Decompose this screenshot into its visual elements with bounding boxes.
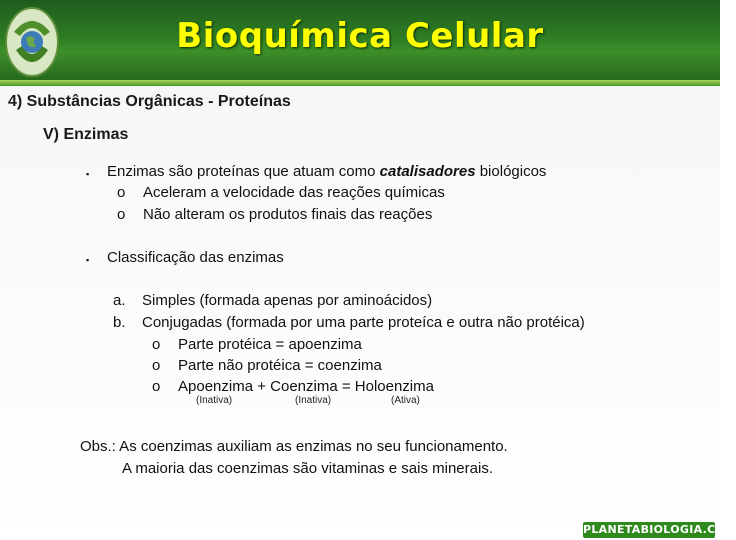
obs-line-2: A maioria das coenzimas são vitaminas e sais minerais. bbox=[122, 460, 493, 477]
list-marker-b: b. bbox=[113, 314, 126, 331]
item-apoenzyme: Parte protéica = apoenzima bbox=[178, 336, 362, 353]
list-marker-a: a. bbox=[113, 292, 126, 309]
classification-simple: Simples (formada apenas por aminoácidos) bbox=[142, 292, 433, 309]
obs-line-1: Obs.: As coenzimas auxiliam as enzimas no seu funcionamento. bbox=[80, 438, 508, 455]
emphasis-catalysts: catalisadores bbox=[379, 163, 476, 180]
sub-bullet-marker: o bbox=[117, 206, 126, 223]
bullet-text-end: biológicos bbox=[475, 163, 547, 180]
title-banner bbox=[0, 0, 720, 86]
note-holoenzyme-active: (Ativa) bbox=[391, 395, 420, 406]
subsection-heading: V) Enzimas bbox=[43, 126, 129, 143]
classification-conjugated: Conjugadas (formada por uma parte proteíca e outra não protéica) bbox=[142, 314, 585, 331]
bullet-enzymes-definition bbox=[107, 163, 546, 180]
sub-bullet-marker: o bbox=[152, 336, 161, 353]
sub-bullet-accelerate: Aceleram a velocidade das reações químicas bbox=[143, 184, 445, 201]
sub-bullet-marker: o bbox=[117, 184, 126, 201]
item-holoenzyme-equation: Apoenzima + Coenzima = Holoenzima bbox=[178, 378, 434, 395]
bullet-marker: ▪ bbox=[86, 255, 90, 265]
footer-logo: PLANETABIOLOGIA.COM bbox=[583, 523, 736, 536]
bullet-classification: Classificação das enzimas bbox=[107, 249, 284, 266]
sub-bullet-products: Não alteram os produtos finais das reações bbox=[143, 206, 433, 223]
sub-bullet-marker: o bbox=[152, 357, 161, 374]
note-coenzyme-inactive: (Inativa) bbox=[295, 395, 332, 406]
item-coenzyme: Parte não protéica = coenzima bbox=[178, 357, 382, 374]
sub-bullet-marker: o bbox=[152, 378, 161, 395]
note-apoenzyme-inactive: (Inativa) bbox=[196, 395, 233, 406]
bullet-text: Enzimas são proteínas que atuam como bbox=[107, 163, 380, 180]
page-title: Bioquímica Celular bbox=[176, 16, 544, 56]
section-heading: 4) Substâncias Orgânicas - Proteínas bbox=[8, 93, 291, 110]
bullet-marker: ▪ bbox=[86, 169, 90, 179]
